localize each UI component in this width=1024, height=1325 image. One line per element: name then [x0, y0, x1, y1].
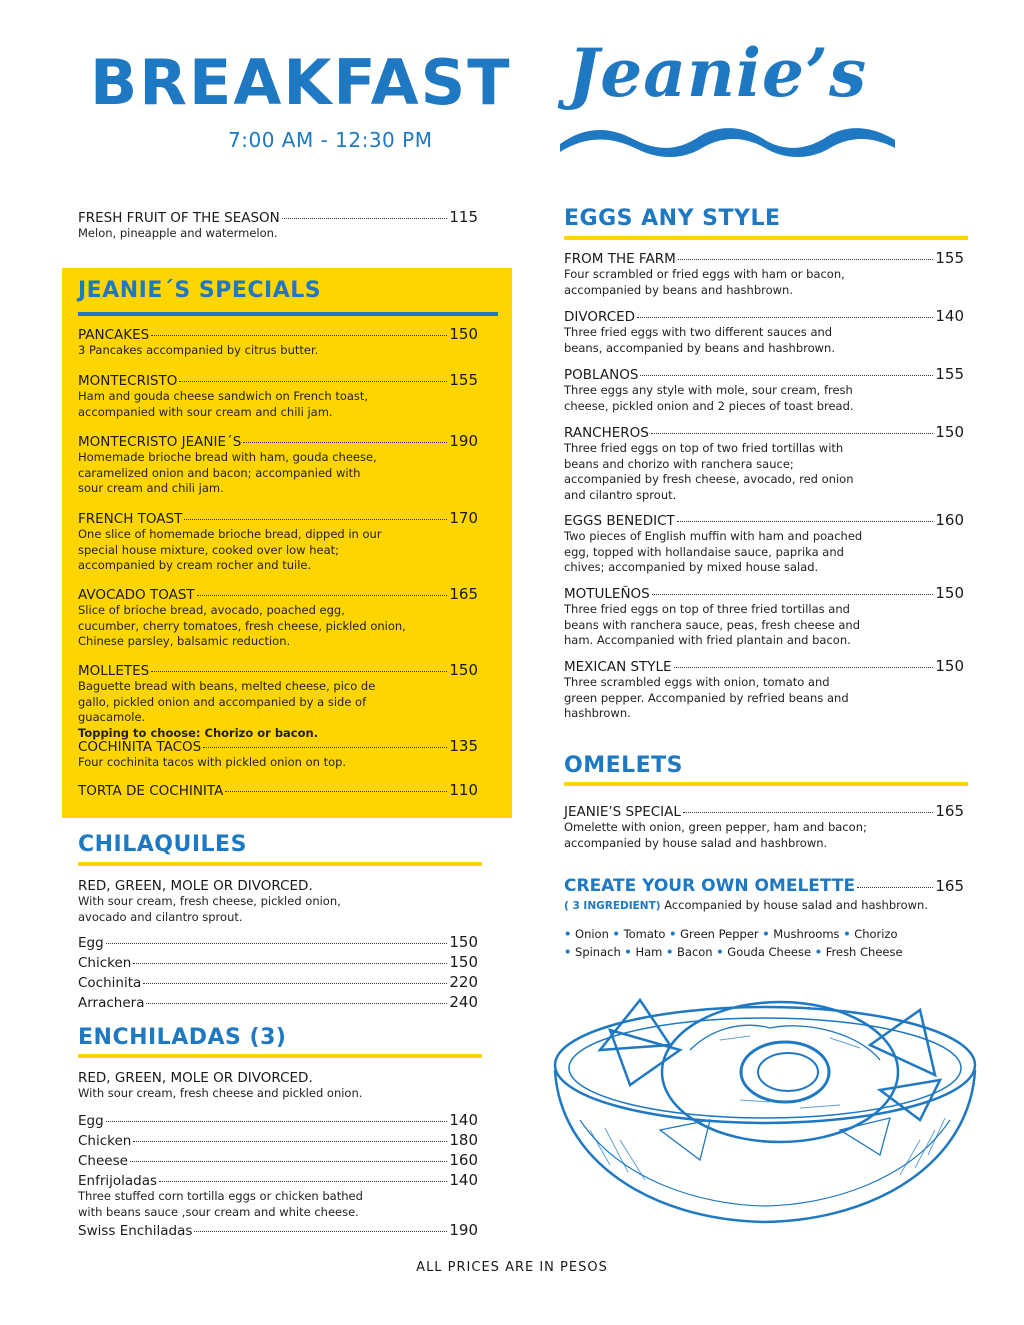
logo-text: Jeanie’s	[568, 34, 868, 112]
item-price: 155	[449, 371, 478, 389]
item-name: MONTECRISTO JEANIE´S	[78, 434, 242, 450]
item-name: MEXICAN STYLE	[564, 659, 672, 675]
item-name: MOTULEÑOS	[564, 586, 650, 602]
menu-item	[78, 662, 478, 741]
item-price: 165	[449, 585, 478, 603]
item-name: Egg	[78, 1113, 104, 1129]
item-price: 110	[449, 781, 478, 799]
section-title: CHILAQUILES	[78, 832, 247, 857]
divider	[78, 862, 482, 866]
specials-section	[62, 268, 512, 818]
logo	[560, 34, 900, 160]
item-price: 155	[935, 365, 964, 383]
item-price: 150	[449, 325, 478, 343]
item-price: 150	[449, 953, 478, 971]
item-name: CREATE YOUR OWN OMELETTE	[564, 876, 856, 896]
item-name: FRESH FRUIT OF THE SEASON	[78, 210, 280, 226]
section-intro	[78, 1070, 478, 1102]
item-desc: 3 Pancakes accompanied by citrus butter.	[78, 343, 319, 357]
menu-item	[78, 738, 478, 771]
item-name: EGGS BENEDICT	[564, 513, 675, 529]
item-price: 140	[449, 1171, 478, 1189]
item-desc: Three scrambled eggs with onion, tomato and green pepper. Accompanied by refried beans and hashbrown.	[564, 675, 849, 720]
item-price: 180	[449, 1131, 478, 1149]
item-desc: Three fried eggs with two different sauces and beans, accompanied by beans and hashbrown.	[564, 325, 835, 355]
item-desc: One slice of homemade brioche bread, dipped in our special house mixture, cooked over low heat; accompanied by cream rocher and tuile.	[78, 527, 382, 572]
item-name: JEANIE’S SPECIAL	[564, 804, 681, 820]
item-desc: Homemade brioche bread with ham, gouda cheese, caramelized onion and bacon; accompanied with sour cream and chili jam.	[78, 450, 377, 495]
ingredients-list: • Onion • Tomato • Green Pepper • Mushrooms • Chorizo • Spinach • Ham • Bacon • Gouda Cheese • Fresh Cheese	[564, 926, 903, 959]
divider	[78, 1054, 482, 1058]
section-title: EGGS ANY STYLE	[564, 206, 781, 231]
wave-icon	[560, 122, 900, 162]
menu-item-fresh-fruit	[78, 209, 478, 242]
item-price: 220	[449, 973, 478, 991]
page-title: BREAKFAST	[90, 46, 512, 119]
menu-item	[78, 1172, 478, 1220]
item-price: 150	[935, 657, 964, 675]
item-price: 190	[449, 432, 478, 450]
item-price: 165	[935, 802, 964, 820]
item-desc: Accompanied by house salad and hashbrown.	[664, 898, 928, 912]
section-subtitle: RED, GREEN, MOLE OR DIVORCED.	[78, 878, 313, 894]
item-name: POBLANOS	[564, 367, 639, 383]
bowl-illustration	[540, 990, 990, 1230]
item-name: Cheese	[78, 1153, 128, 1169]
ingredient: Onion	[575, 926, 609, 941]
item-name: Chicken	[78, 1133, 132, 1149]
ingredient-tag: ( 3 INGREDIENT)	[564, 900, 661, 912]
section-title: ENCHILADAS (3)	[78, 1025, 287, 1050]
item-name: MOLLETES	[78, 663, 150, 679]
item-desc: Three fried eggs on top of two fried tortillas with beans and chorizo with ranchera sauce; accompanied by fresh cheese, avocado, red onion and cilantro sprout.	[564, 441, 854, 502]
item-name: Arrachera	[78, 995, 145, 1011]
section-intro	[78, 878, 478, 925]
item-desc: Four cochinita tacos with pickled onion on top.	[78, 755, 347, 769]
item-price: 165	[935, 877, 964, 895]
item-desc: Omelette with onion, green pepper, ham and bacon; accompanied by house salad and hashbrown.	[564, 820, 867, 850]
item-price: 190	[449, 1221, 478, 1239]
divider	[78, 312, 498, 316]
item-name: Cochinita	[78, 975, 142, 991]
menu-item	[564, 585, 964, 649]
ingredient: Spinach	[575, 944, 621, 959]
item-price: 115	[449, 208, 478, 226]
menu-item	[78, 372, 478, 420]
section-title: JEANIE´S SPECIALS	[78, 278, 322, 303]
section-subtitle: RED, GREEN, MOLE OR DIVORCED.	[78, 1070, 313, 1086]
ingredient: Chorizo	[854, 926, 898, 941]
divider	[564, 236, 968, 240]
ingredient: Tomato	[623, 926, 666, 941]
ingredient: Ham	[635, 944, 663, 959]
item-price: 155	[935, 249, 964, 267]
menu-item	[78, 782, 478, 799]
item-desc: Two pieces of English muffin with ham and poached egg, topped with hollandaise sauce, paprika and chives; accompanied by mixed house salad.	[564, 529, 863, 574]
menu-item	[78, 934, 478, 951]
item-desc: Melon, pineapple and watermelon.	[78, 226, 278, 240]
item-desc: Three eggs any style with mole, sour cream, fresh cheese, pickled onion and 2 pieces of toast bread.	[564, 383, 854, 413]
item-name: DIVORCED	[564, 309, 636, 325]
item-name: FRENCH TOAST	[78, 511, 183, 527]
item-name: Egg	[78, 935, 104, 951]
ingredient: Green Pepper	[680, 926, 759, 941]
item-name: TORTA DE COCHINITA	[78, 783, 224, 799]
hours: 7:00 AM - 12:30 PM	[228, 128, 433, 152]
item-price: 140	[449, 1111, 478, 1129]
item-name: AVOCADO TOAST	[78, 587, 195, 603]
ingredient: Bacon	[677, 944, 713, 959]
menu-item	[78, 433, 478, 497]
item-price: 150	[935, 423, 964, 441]
footer-note: ALL PRICES ARE IN PESOS	[416, 1260, 608, 1275]
item-price: 135	[449, 737, 478, 755]
item-desc: Three fried eggs on top of three fried tortillas and beans with ranchera sauce, peas, fresh cheese and ham. Accompanied with fried plantain and bacon.	[564, 602, 861, 647]
item-price: 160	[449, 1151, 478, 1169]
ingredient: Gouda Cheese	[727, 944, 812, 959]
section-desc: With sour cream, fresh cheese and pickled onion.	[78, 1086, 363, 1100]
item-price: 150	[935, 584, 964, 602]
section-title: OMELETS	[564, 753, 684, 778]
item-desc: Three stuffed corn tortilla eggs or chicken bathed with beans sauce ,sour cream and white cheese.	[78, 1189, 363, 1219]
item-price: 150	[449, 933, 478, 951]
item-price: 160	[935, 511, 964, 529]
menu-item	[78, 1112, 478, 1129]
item-desc: Ham and gouda cheese sandwich on French toast, accompanied with sour cream and chili jam.	[78, 389, 369, 419]
menu-item	[78, 1222, 478, 1239]
item-price: 170	[449, 509, 478, 527]
menu-item	[564, 512, 964, 576]
item-desc: Slice of brioche bread, avocado, poached egg, cucumber, cherry tomatoes, fresh cheese, pickled onion, Chinese parsley, balsamic reduction.	[78, 603, 406, 648]
item-name: RANCHEROS	[564, 425, 649, 441]
section-desc: With sour cream, fresh cheese, pickled onion, avocado and cilantro sprout.	[78, 894, 341, 924]
item-price: 240	[449, 993, 478, 1011]
menu-item	[78, 1132, 478, 1149]
menu-item	[78, 326, 478, 359]
menu-item	[564, 658, 964, 722]
item-price: 140	[935, 307, 964, 325]
item-name: MONTECRISTO	[78, 373, 178, 389]
menu-item	[78, 1152, 478, 1169]
item-name: Swiss Enchiladas	[78, 1223, 193, 1239]
ingredient: Mushrooms	[773, 926, 840, 941]
item-desc: Four scrambled or fried eggs with ham or bacon, accompanied by beans and hashbrown.	[564, 267, 845, 297]
menu-item	[564, 366, 964, 414]
item-desc: Baguette bread with beans, melted cheese, pico de gallo, pickled onion and accompanied by a side of guacamole.	[78, 679, 376, 724]
item-name: Chicken	[78, 955, 132, 971]
item-name: FROM THE FARM	[564, 251, 676, 267]
menu-item	[78, 586, 478, 650]
menu-item	[78, 994, 478, 1011]
menu-item	[78, 510, 478, 574]
ingredient: Fresh Cheese	[825, 944, 903, 959]
create-omelette	[564, 876, 964, 961]
menu-item	[564, 250, 964, 298]
menu-item	[564, 308, 964, 356]
menu-item	[564, 424, 964, 503]
menu-item	[78, 974, 478, 991]
item-extra: Topping to choose: Chorizo or bacon.	[78, 725, 319, 740]
menu-item	[564, 803, 964, 851]
item-name: PANCAKES	[78, 327, 150, 343]
menu-item	[78, 954, 478, 971]
divider	[564, 782, 968, 786]
item-price: 150	[449, 661, 478, 679]
item-name: COCHINITA TACOS	[78, 739, 202, 755]
item-name: Enfrijoladas	[78, 1173, 158, 1189]
